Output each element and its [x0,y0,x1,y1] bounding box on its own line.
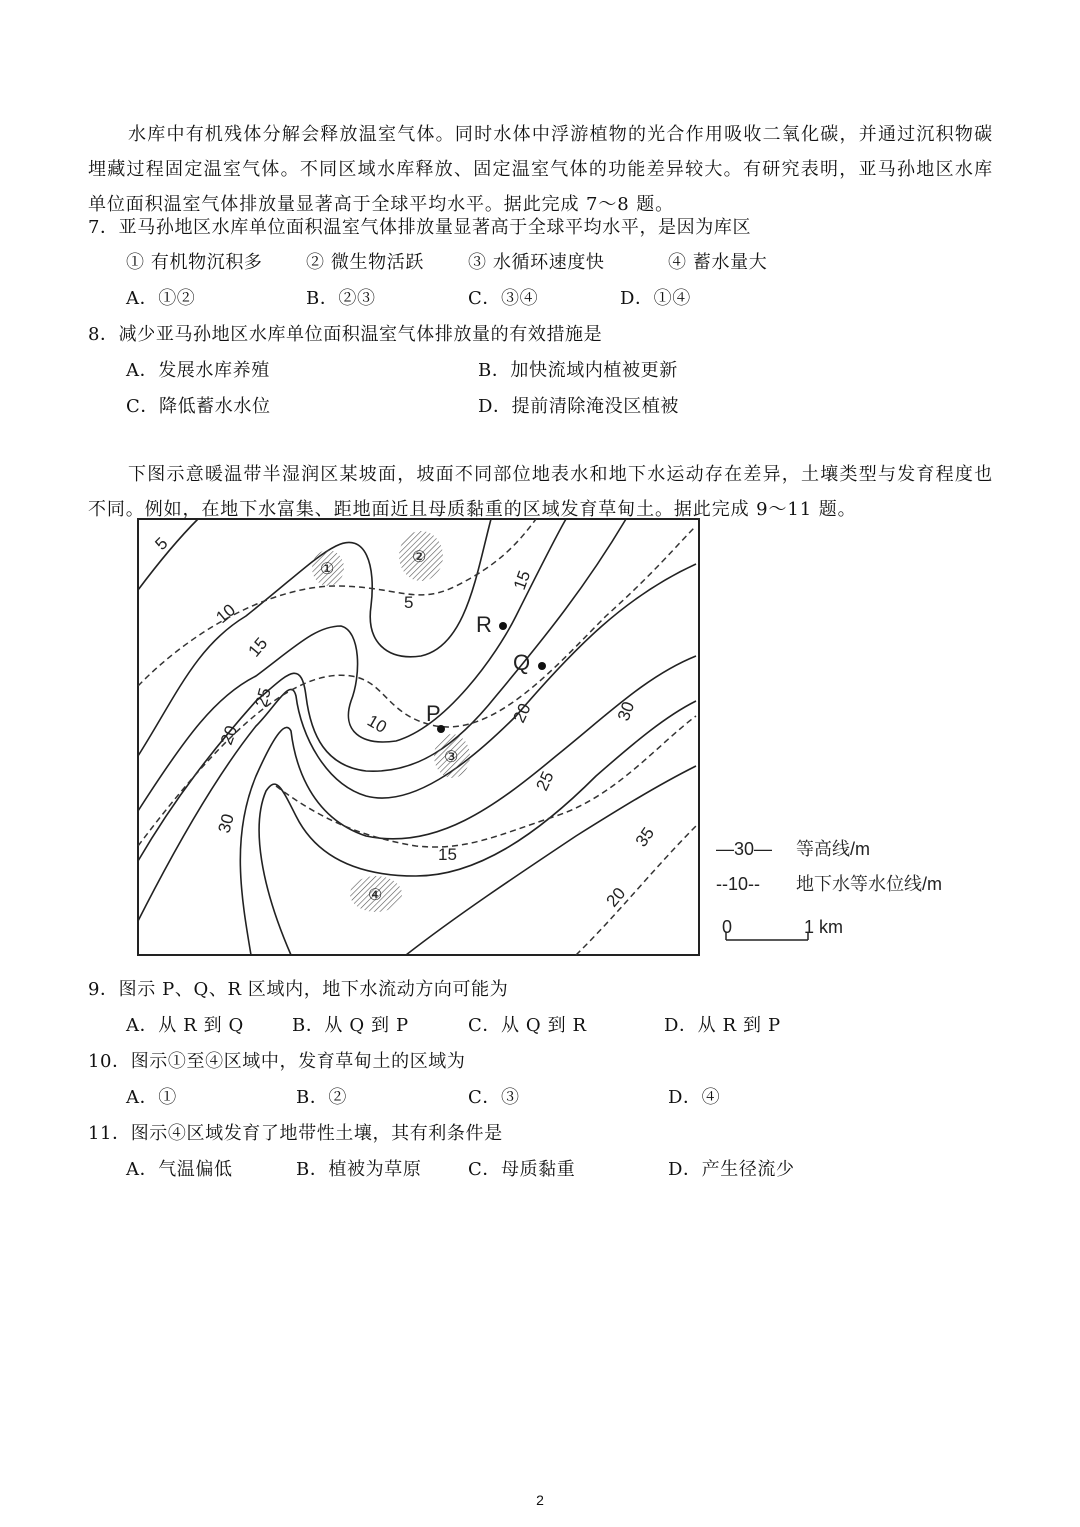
water-level-label: 5 [404,593,414,612]
contour-5 [138,519,198,590]
intro-passage-9-11: 下图示意暖温带半湿润区某坡面，坡面不同部位地表水和地下水运动存在差异，土壤类型与发育程度也不同。例如，在地下水富集、距地面近且母质黏重的区域发育草甸土。据此完成 9～11 题。 [88,464,993,520]
question-9-stem: 9．图示 P、Q、R 区域内，地下水流动方向可能为 [88,979,509,1000]
point-p-dot [437,725,445,733]
region-3-label: ③ [444,749,459,766]
contour-label: 35 [631,823,659,851]
legend-contour-symbol: —30— [716,839,773,859]
intro-passage-7-8: 水库中有机残体分解会释放温室气体。同时水体中浮游植物的光合作用吸收二氧化碳，并通过沉积物碳埋藏过程固定温室气体。不同区域水库释放、固定温室气体的功能差异较大。有研究表明，亚马孙地区水库单位面积温室气体排放量显著高于全球平均水平。据此完成 7～8 题。 [88,124,993,215]
legend-water-symbol: --10-- [716,874,760,894]
q11-option-c: C．母质黏重 [468,1159,576,1180]
contour-label: 20 [509,700,535,726]
q7-option-c: C．③④ [468,288,539,309]
q9-option-a: A．从 R 到 Q [126,1015,244,1036]
scale-bar [726,932,808,940]
q11-option-a: A．气温偏低 [126,1159,233,1180]
question-8-stem: 8．减少亚马孙地区水库单位面积温室气体排放量的有效措施是 [88,324,603,345]
q11-option-b: B．植被为草原 [296,1159,422,1180]
point-r-label: R [476,612,492,637]
page-number: 2 [536,1492,544,1508]
q10-option-b: B．② [296,1087,348,1108]
question-11-stem: 11．图示④区域发育了地带性土壤，其有利条件是 [88,1123,503,1144]
q10-option-c: C．③ [468,1087,520,1108]
legend-contour-text: 等高线/m [796,839,870,859]
q9-option-c: C．从 Q 到 R [468,1015,587,1036]
q7-option-d: D．①④ [620,288,691,309]
water-line-20 [576,823,696,955]
contour-inner [259,701,696,955]
region-2-label: ② [412,549,427,566]
contour-label: 10 [212,600,240,628]
region-1-label: ① [320,561,335,578]
q7-item-3: ③ 水循环速度快 [468,252,605,273]
point-q-label: Q [513,650,531,675]
q7-option-b: B．②③ [306,288,376,309]
water-level-label: 15 [438,845,457,864]
q10-option-d: D．④ [668,1087,721,1108]
q7-item-1: ① 有机物沉积多 [126,252,263,273]
q7-option-a: A．①② [126,288,196,309]
q9-option-b: B．从 Q 到 P [292,1015,409,1036]
q7-item-2: ② 微生物活跃 [306,252,424,273]
q11-option-d: D．产生径流少 [668,1159,795,1180]
legend-water-text: 地下水等水位线/m [796,874,942,894]
contour-label: 15 [509,568,535,593]
q9-option-d: D．从 R 到 P [664,1015,781,1036]
contour-label: 30 [214,811,238,836]
contour-label: 25 [251,685,275,710]
water-level-label: 10 [364,711,390,737]
contour-label: 20 [216,723,242,748]
contour-label: 15 [244,633,272,661]
q7-item-4: ④ 蓄水量大 [668,252,768,273]
contour-label: 5 [151,533,172,554]
q8-option-c: C．降低蓄水水位 [126,396,271,417]
point-r-dot [499,622,507,630]
q8-option-a: A．发展水库养殖 [126,360,270,381]
question-10-stem: 10．图示①至④区域中，发育草甸土的区域为 [88,1051,466,1072]
question-7-stem: 7．亚马孙地区水库单位面积温室气体排放量显著高于全球平均水平，是因为库区 [88,217,752,238]
q8-option-d: D．提前清除淹没区植被 [478,396,680,417]
q8-option-b: B．加快流域内植被更新 [478,360,678,381]
region-4-label: ④ [368,887,383,904]
scale-zero-label: 0 [722,917,733,937]
contour-label: 25 [532,768,558,794]
scale-text-label: 1 km [804,917,844,937]
contour-label: 30 [613,699,639,724]
point-p-label: P [426,701,441,726]
point-q-dot [538,662,546,670]
contour-map-figure [136,516,1002,960]
contour-20 [138,519,626,861]
q10-option-a: A．① [126,1087,177,1108]
water-level-label: 20 [602,883,630,911]
